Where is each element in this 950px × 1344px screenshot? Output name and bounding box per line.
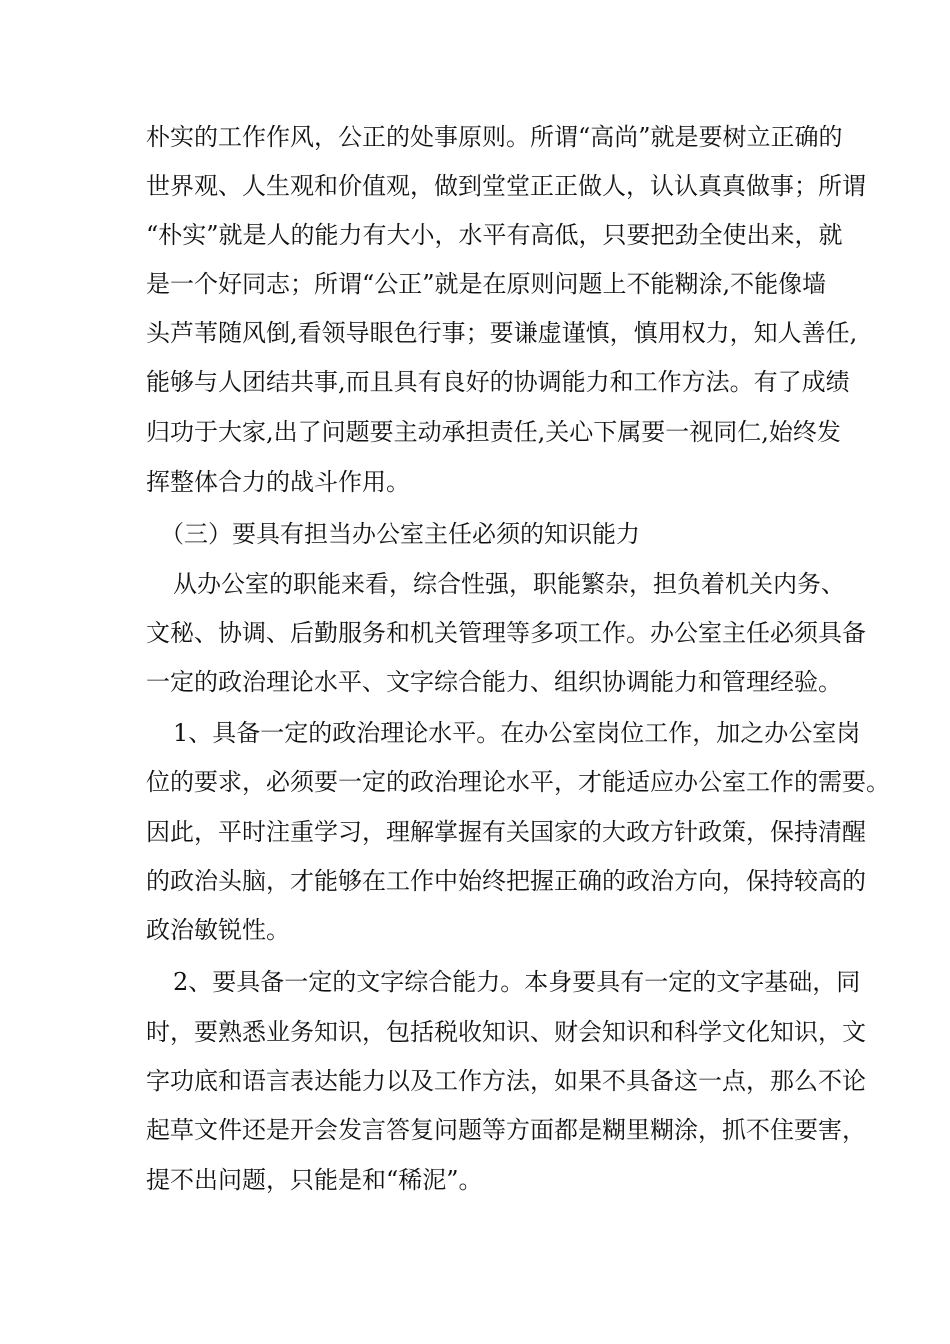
text-line: 因此，平时注重学习，理解掌握有关国家的大政方针政策，保持清醒	[146, 818, 866, 846]
text-line: 提不出问题，只能是和“稀泥”。	[146, 1166, 483, 1194]
text-line: 挥整体合力的战斗作用。	[146, 468, 410, 496]
text-line: 时，要熟悉业务知识，包括税收知识、财会知识和科学文化知识，文	[146, 1018, 866, 1046]
text-line: 2、要具备一定的文字综合能力。本身要具有一定的文字基础，同	[173, 968, 861, 996]
text-line: 1、具备一定的政治理论水平。在办公室岗位工作，加之办公室岗	[173, 719, 861, 747]
text-line: 世界观、人生观和价值观，做到堂堂正正做人，认认真真做事；所谓	[146, 172, 866, 200]
text-line: 一定的政治理论水平、文字综合能力、组织协调能力和管理经验。	[146, 668, 842, 696]
text-line: 归功于大家,出了问题要主动承担责任,关心下属要一视同仁,始终发	[146, 418, 841, 446]
text-line: 文秘、协调、后勤服务和机关管理等多项工作。办公室主任必须具备	[146, 619, 866, 647]
section-heading: （三）要具有担当办公室主任必须的知识能力	[160, 520, 640, 548]
text-line: 政治敏锐性。	[146, 916, 290, 944]
text-line: 朴实的工作作风，公正的处事原则。所谓“高尚”就是要树立正确的	[146, 123, 843, 151]
text-line: 从办公室的职能来看，综合性强，职能繁杂，担负着机关内务、	[173, 570, 845, 598]
text-line: 头芦苇随风倒,看领导眼色行事；要谦虚谨慎，慎用权力，知人善任,	[146, 319, 858, 347]
text-line: 位的要求，必须要一定的政治理论水平，才能适应办公室工作的需要。	[146, 768, 890, 796]
text-line: 是一个好同志；所谓“公正”就是在原则问题上不能糊涂,不能像墙	[146, 270, 827, 298]
text-line: 能够与人团结共事,而且具有良好的协调能力和工作方法。有了成绩	[146, 368, 850, 396]
text-line: “朴实”就是人的能力有大小，水平有高低，只要把劲全使出来，就	[146, 221, 843, 249]
text-line: 起草文件还是开会发言答复问题等方面都是糊里糊涂，抓不住要害，	[146, 1116, 866, 1144]
text-line: 的政治头脑，才能够在工作中始终把握正确的政治方向，保持较高的	[146, 867, 866, 895]
text-line: 字功底和语言表达能力以及工作方法，如果不具备这一点，那么不论	[146, 1067, 866, 1095]
